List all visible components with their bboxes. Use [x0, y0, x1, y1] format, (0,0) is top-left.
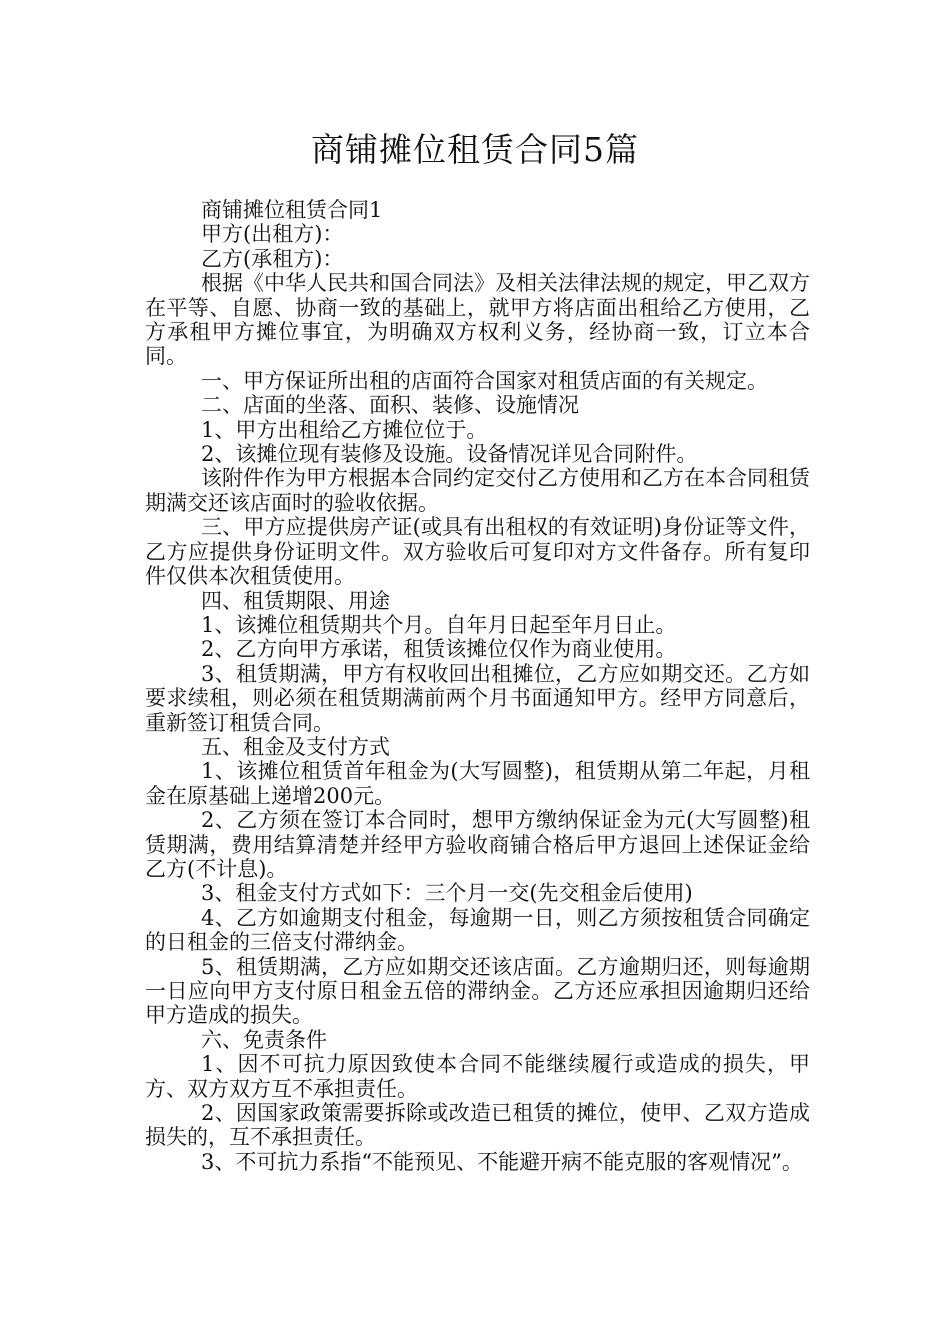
clause-5-3: 3、租金支付方式如下：三个月一交(先交租金后使用) — [201, 881, 693, 906]
clause-5-4: 4、乙方如逾期支付租金，每逾期一日，则乙方须按租赁合同确定的日租金的三倍支付滞纳金。 — [145, 905, 810, 955]
clause-1: 一、甲方保证所出租的店面符合国家对租赁店面的有关规定。 — [201, 368, 768, 393]
clause-2-2: 2、该摊位现有装修及设施。设备情况详见合同附件。 — [201, 442, 698, 467]
preamble-paragraph: 根据《中华人民共和国合同法》及相关法律法规的规定，甲乙双方在平等、自愿、协商一致的基础上，就甲方将店面出租给乙方使用，乙方承租甲方摊位事宜，为明确双方权利义务，经协商一致，订立本合同。 — [145, 271, 810, 369]
clause-3: 三、甲方应提供房产证(或具有出租权的有效证明)身份证等文件，乙方应提供身份证明文件。双方验收后可复印对方文件备存。所有复印件仅供本次租赁使用。 — [145, 515, 810, 589]
document-body — [145, 198, 810, 1174]
party-b-line: 乙方(承租方)： — [201, 246, 344, 271]
section-heading-4: 四、租赁期限、用途 — [201, 588, 390, 613]
clause-4-3: 3、租赁期满，甲方有权收回出租摊位，乙方应如期交还。乙方如要求续租，则必须在租赁期满前两个月书面通知甲方。经甲方同意后，重新签订租赁合同。 — [145, 661, 810, 735]
clause-6-1: 1、因不可抗力原因致使本合同不能继续履行或造成的损失，甲方、双方双方互不承担责任。 — [145, 1052, 810, 1101]
contract-heading: 商铺摊位租赁合同1 — [201, 198, 383, 222]
party-a-line: 甲方(出租方)： — [201, 222, 344, 247]
clause-5-5: 5、租赁期满，乙方应如期交还该店面。乙方逾期归还，则每逾期一日应向甲方支付原日租金五倍的滞纳金。乙方还应承担因逾期归还给甲方造成的损失。 — [145, 954, 810, 1028]
clause-6-3: 3、不可抗力系指“不能预见、不能避开病不能克服的客观情况”。 — [201, 1149, 803, 1174]
clause-2-1: 1、甲方出租给乙方摊位位于。 — [201, 417, 488, 442]
document-title: 商铺摊位租赁合同5篇 — [311, 130, 639, 169]
clause-4-1: 1、该摊位租赁期共个月。自年月日起至年月日止。 — [201, 612, 677, 637]
clause-5-1: 1、该摊位租赁首年租金为(大写圆整)，租赁期从第二年起，月租金在原基础上递增200元。 — [145, 759, 810, 808]
section-heading-6: 六、免责条件 — [201, 1027, 327, 1052]
clause-6-2: 2、因国家政策需要拆除或改造已租赁的摊位，使甲、乙双方造成损失的，互不承担责任。 — [145, 1101, 810, 1150]
section-heading-5: 五、租金及支付方式 — [201, 734, 390, 759]
clause-4-2: 2、乙方向甲方承诺，租赁该摊位仅作为商业使用。 — [201, 637, 677, 662]
clause-2-note: 该附件作为甲方根据本合同约定交付乙方使用和乙方在本合同租赁期满交还该店面时的验收依据。 — [145, 466, 810, 515]
section-heading-2: 二、店面的坐落、面积、装修、设施情况 — [201, 393, 579, 418]
clause-5-2: 2、乙方须在签订本合同时，想甲方缴纳保证金为元(大写圆整)租赁期满，费用结算清楚并经甲方验收商铺合格后甲方退回上述保证金给乙方(不计息)。 — [145, 808, 810, 881]
